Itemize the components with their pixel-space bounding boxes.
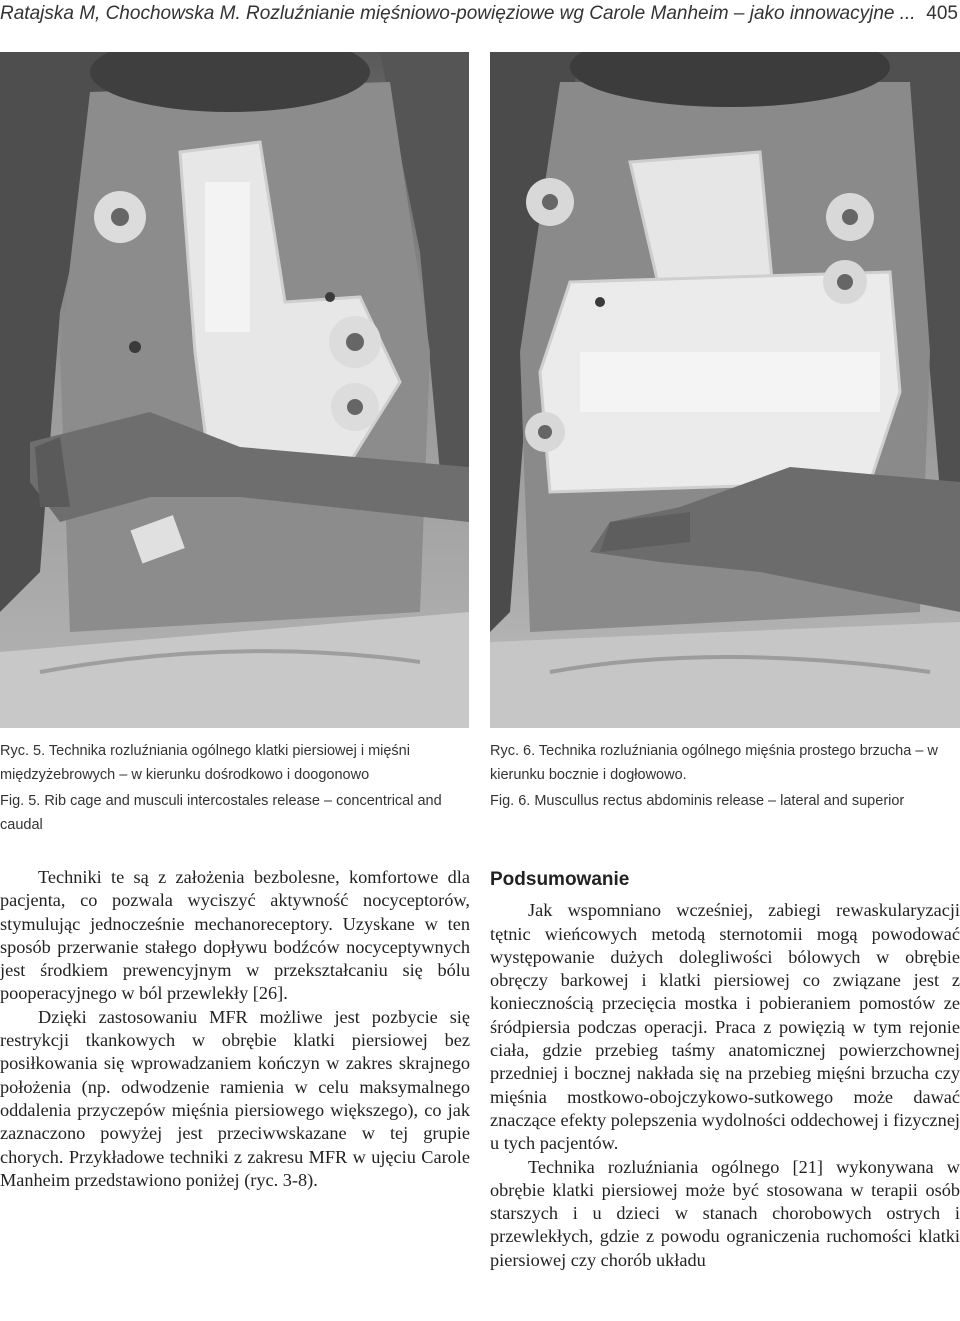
figure-6-photo — [490, 52, 960, 728]
figure-6-caption — [490, 739, 960, 813]
paragraph: Techniki te są z założenia bezbolesne, komfortowe dla pacjenta, co pozwala wyciszyć aktywność nocyceptorów, stymulując jednocześnie mechanoreceptory. Uzyskane w ten sposób przerwanie stałego dopływu bodźców nocyceptywnych jest środkiem prewencyjnym w przekształcaniu się bólu pooperacyjnego w ból przewlekły [26]. — [0, 867, 470, 1004]
photo-chest-hand-release-left-icon — [0, 52, 469, 728]
paragraph: Jak wspomniano wcześniej, zabiegi rewaskularyzacji tętnic wieńcowych metodą sternotomii mogą powodować występowanie dużych dolegliwości bólowych w obrębie obręczy barkowej i klatki piersiowej co związane jest z koniecznością przecięcia mostka i pobieraniem pomostów ze śródpiersia podczas operacji. Praca z powięzią w tym rejonie ciała, gdzie przebieg taśmy anatomicznej powierzchownej przedniej i bocznej nakłada się na przebieg mięśni brzucha czy mięśnia mostkowo-obojczykowo-sutkowego może dawać znaczące efekty polepszenia wydolności oddechowej i fizycznej u tych pacjentów. — [490, 900, 960, 1154]
figure-5-caption — [0, 739, 470, 837]
caption-pl: Ryc. 6. Technika rozluźniania ogólnego mięśnia prostego brzucha – w kierunku bocznie i dogłowowo. — [490, 743, 938, 783]
page-number: 405 — [926, 3, 958, 24]
paragraph: Dzięki zastosowaniu MFR możliwe jest pozbycie się restrykcji tkankowych w obrębie klatki piersiowej bez posiłkowania się wprowadzaniem kończyn w zakres skrajnego położenia (np. odwodzenie ramienia w celu maksymalnego oddalenia przyczepów mięśnia piersiowego większego), co jak zaznaczono powyżej jest przeciwwskazane w tej grupie chorych. Przykładowe techniki z zakresu MFR w ujęciu Carole Manheim przedstawiono poniżej (ryc. 3-8). — [0, 1006, 470, 1190]
figure-5-photo — [0, 52, 469, 728]
section-heading: Podsumowanie — [490, 869, 630, 890]
right-text-column — [490, 868, 960, 1272]
photo-abdomen-hand-release-right-icon — [490, 52, 960, 728]
running-header — [0, 0, 960, 34]
running-title: Ratajska M, Chochowska M. Rozluźnianie mięśniowo-powięziowe wg Carole Manheim – jako innowacyjne ... — [0, 3, 916, 24]
paragraph: Technika rozluźniania ogólnego [21] wykonywana w obrębie klatki piersiowej może być stosowana w terapii osób starszych i u dzieci w stanach chorobowych ostrych i przewlekłych, gdzie z powodu ograniczenia ruchomości klatki piersiowej czy chorób układu — [490, 1156, 960, 1270]
left-text-column — [0, 866, 470, 1192]
caption-en: Fig. 6. Muscullus rectus abdominis release – lateral and superior — [490, 793, 905, 809]
caption-en: Fig. 5. Rib cage and musculi intercostales release – concentrical and caudal — [0, 793, 442, 833]
caption-pl: Ryc. 5. Technika rozluźniania ogólnego klatki piersiowej i mięśni międzyżebrowych – w kierunku dośrodkowo i doogonowo — [0, 743, 410, 783]
